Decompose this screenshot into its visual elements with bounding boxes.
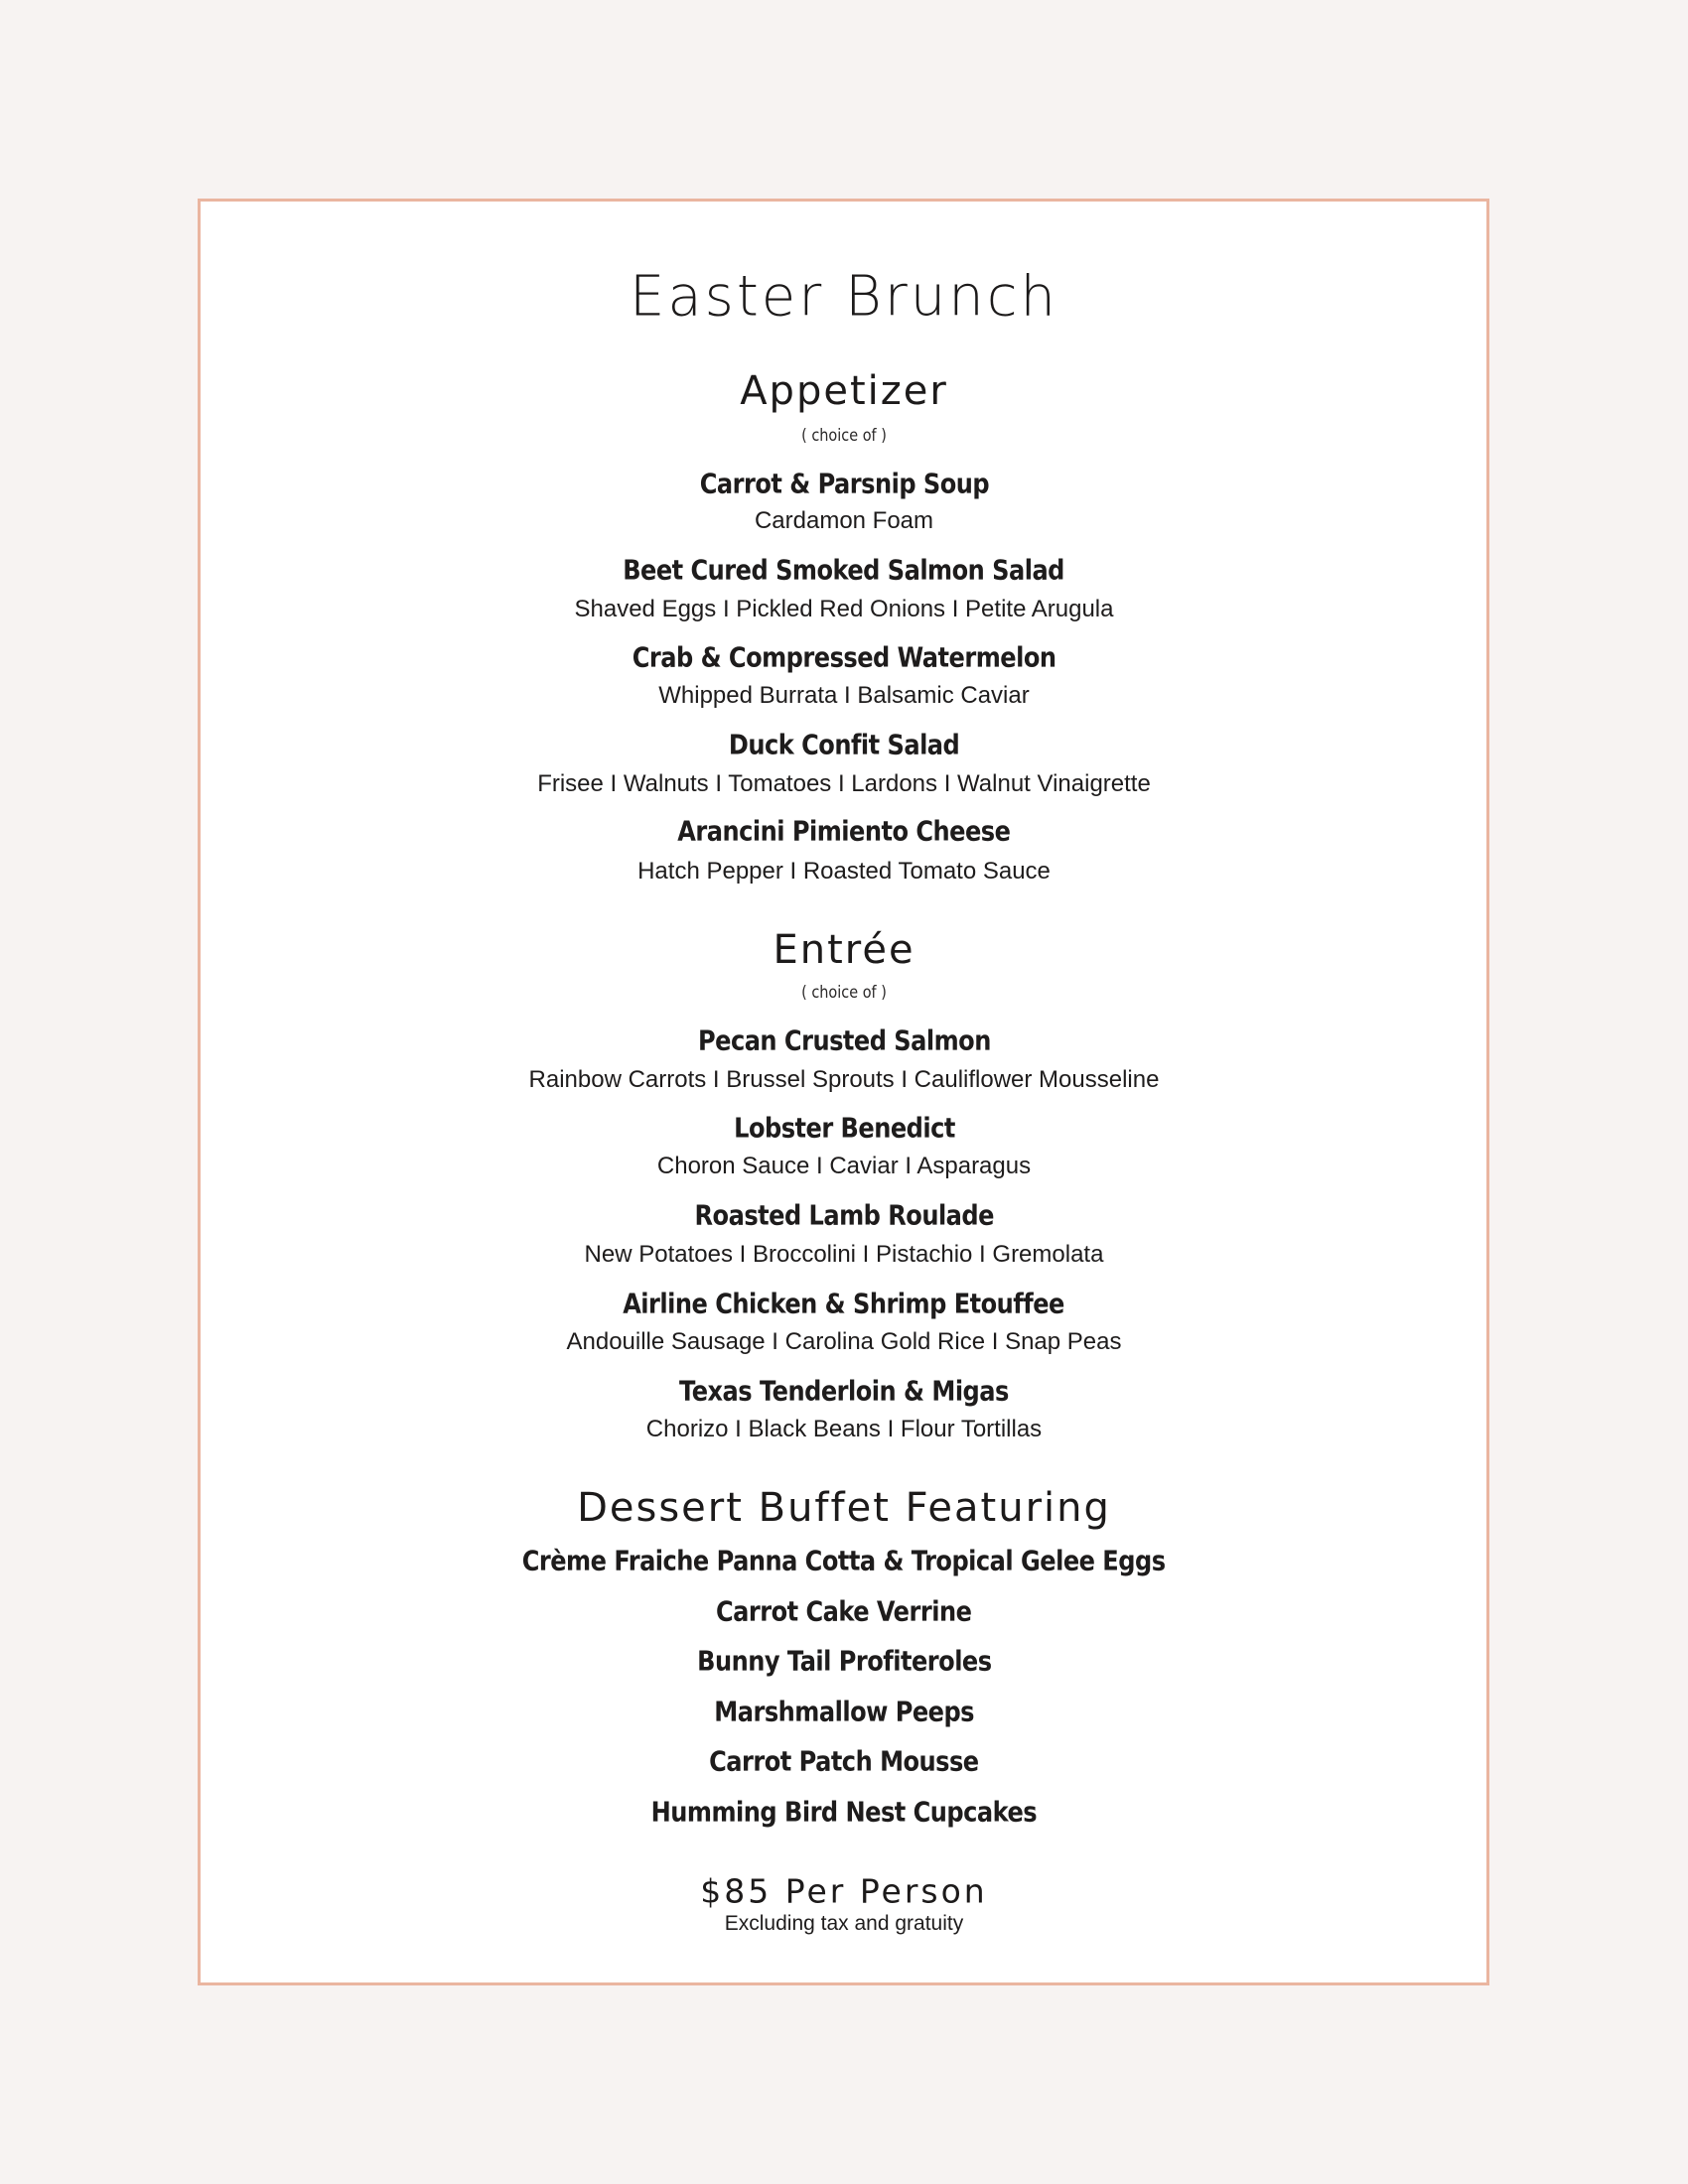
dessert-item	[0, 1545, 1688, 1577]
menu-item-name-text: Arancini Pimiento Cheese	[677, 814, 1011, 848]
menu-item-name	[0, 1375, 1688, 1408]
menu-item-name-text: Beet Cured Smoked Salmon Salad	[623, 553, 1065, 587]
menu-item-description: Rainbow Carrots I Brussel Sprouts I Cauliflower Mousseline	[528, 1066, 1160, 1093]
menu-item-name-text: Lobster Benedict	[733, 1111, 955, 1145]
dessert-item	[0, 1696, 1688, 1728]
menu-item-name	[0, 641, 1688, 674]
section-heading-appetizer: Appetizer	[740, 368, 948, 414]
menu-item-name	[0, 729, 1688, 761]
dessert-item	[0, 1595, 1688, 1628]
entree-choice-note: ( choice of )	[801, 983, 887, 1003]
menu-item-description: Shaved Eggs I Pickled Red Onions I Petite Arugula	[574, 596, 1114, 622]
appetizer-choice-note: ( choice of )	[801, 426, 887, 446]
menu-item-description: Cardamon Foam	[754, 507, 934, 534]
menu-item-description: Choron Sauce I Caviar I Asparagus	[656, 1153, 1032, 1179]
section-heading-entree: Entrée	[773, 927, 915, 973]
dessert-item-text: Carrot Patch Mousse	[709, 1744, 979, 1778]
menu-item-name-text: Carrot & Parsnip Soup	[699, 467, 989, 500]
menu-item-name	[0, 1288, 1688, 1320]
dessert-item-text: Crème Fraiche Panna Cotta & Tropical Gelee Eggs	[522, 1544, 1166, 1577]
menu-item-name	[0, 815, 1688, 848]
menu-item-description: Whipped Burrata I Balsamic Caviar	[658, 682, 1030, 709]
section-heading-dessert: Dessert Buffet Featuring	[577, 1485, 1111, 1531]
menu-item-name-text: Crab & Compressed Watermelon	[632, 640, 1056, 674]
menu-item-description: New Potatoes I Broccolini I Pistachio I Gremolata	[584, 1241, 1104, 1268]
dessert-item	[0, 1645, 1688, 1678]
menu-item-name-text: Duck Confit Salad	[728, 728, 960, 761]
dessert-item-text: Bunny Tail Profiteroles	[696, 1644, 992, 1678]
menu-title: Easter Brunch	[629, 264, 1059, 330]
menu-item-name	[0, 554, 1688, 587]
menu-item-name	[0, 468, 1688, 500]
menu-item-description: Andouille Sausage I Carolina Gold Rice I Snap Peas	[566, 1328, 1122, 1355]
menu-item-description: Chorizo I Black Beans I Flour Tortillas	[645, 1416, 1043, 1442]
dessert-item	[0, 1745, 1688, 1778]
menu-item-name	[0, 1024, 1688, 1057]
menu-item-name-text: Pecan Crusted Salmon	[697, 1024, 991, 1057]
menu-item-description: Hatch Pepper I Roasted Tomato Sauce	[637, 858, 1051, 885]
menu-item-name-text: Roasted Lamb Roulade	[694, 1198, 994, 1232]
dessert-item-text: Marshmallow Peeps	[714, 1695, 974, 1728]
price: $85 Per Person	[700, 1871, 988, 1911]
price-note: Excluding tax and gratuity	[724, 1912, 964, 1935]
menu-item-name	[0, 1199, 1688, 1232]
menu-item-name	[0, 1112, 1688, 1145]
dessert-item-text: Carrot Cake Verrine	[716, 1594, 972, 1628]
menu-item-description: Frisee I Walnuts I Tomatoes I Lardons I Walnut Vinaigrette	[537, 770, 1151, 797]
dessert-item	[0, 1796, 1688, 1829]
dessert-item-text: Humming Bird Nest Cupcakes	[650, 1795, 1038, 1829]
menu-item-name-text: Texas Tenderloin & Migas	[679, 1374, 1009, 1408]
menu-item-name-text: Airline Chicken & Shrimp Etouffee	[623, 1287, 1065, 1320]
